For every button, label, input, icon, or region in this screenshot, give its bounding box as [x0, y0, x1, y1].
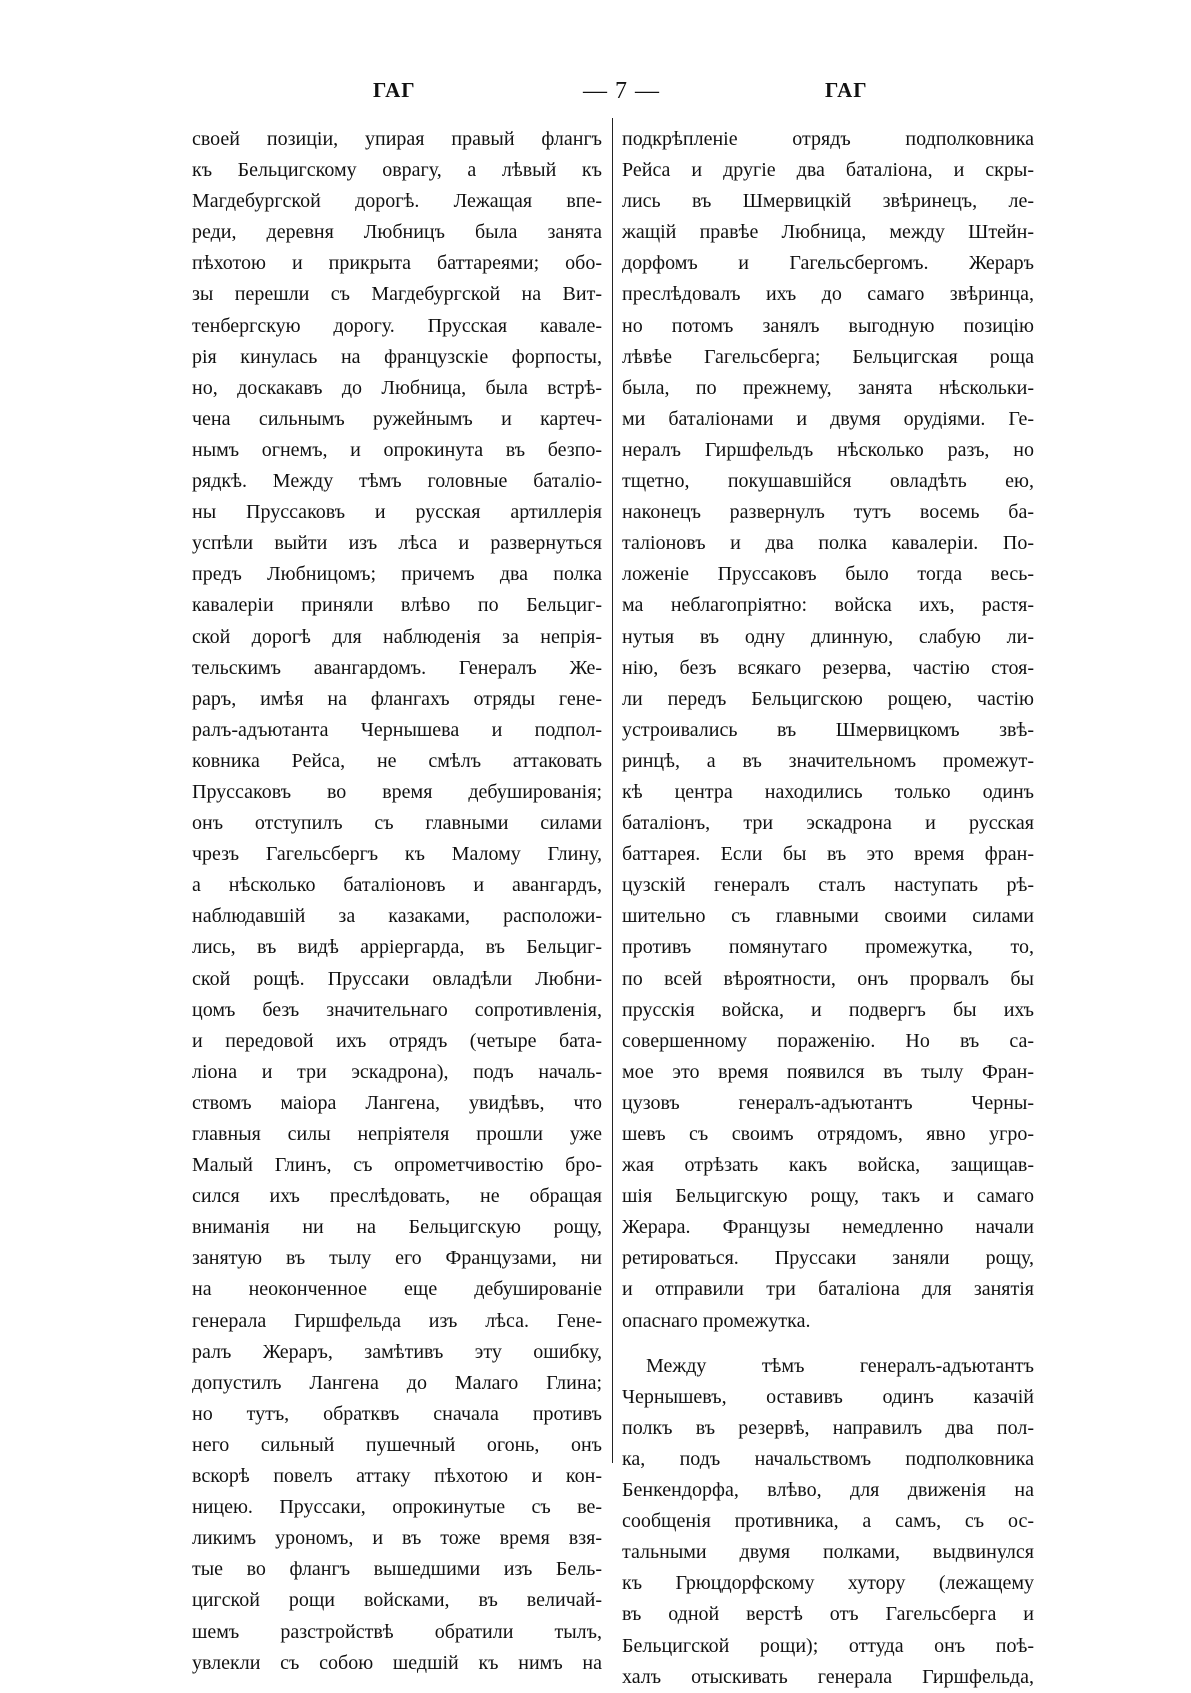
- text-line: допустилъ Лангена до Малаго Глина;: [192, 1371, 602, 1394]
- text-line: цузовъ генералъ-адъютантъ Черны-: [622, 1091, 1034, 1114]
- text-line: дорфомъ и Гагельсбергомъ. Жераръ: [622, 252, 1034, 275]
- text-line: нералъ Гиршфельдъ нѣсколько разъ, но: [622, 438, 1034, 461]
- header-left-word: ГАГ: [373, 78, 416, 102]
- text-line: совершенному пораженію. Но въ са-: [622, 1029, 1034, 1052]
- text-line: опаснаго промежутка.: [622, 1309, 811, 1332]
- right-text-column: [622, 124, 1034, 1693]
- text-line: но, доскакавъ до Любница, была встрѣ-: [192, 376, 602, 399]
- text-line: по всей вѣроятности, онъ прорвалъ бы: [622, 967, 1034, 990]
- text-line: и передовой ихъ отрядъ (четыре бата-: [192, 1029, 602, 1052]
- text-line: баттарея. Если бы въ это время фран-: [622, 843, 1034, 866]
- text-line: лѣвѣе Гагельсберга; Бельцигская роща: [622, 345, 1034, 368]
- text-line: сообщенія противника, а самъ, съ ос-: [622, 1510, 1034, 1533]
- text-line: реди, деревня Любницъ была занята: [192, 221, 602, 244]
- text-line: лись, въ видѣ арріергарда, въ Бельциг-: [192, 936, 602, 959]
- text-line: къ Грюцдорфскому хутору (лежащему: [622, 1572, 1034, 1595]
- text-line: занятую въ тылу его Французами, ни: [192, 1247, 602, 1270]
- text-line: цигской рощи войсками, въ величай-: [192, 1589, 602, 1612]
- text-line: ской дорогѣ для наблюденія за непрія-: [192, 625, 602, 648]
- text-line: и отправили три баталіона для занятія: [622, 1278, 1034, 1301]
- text-line: нутыя въ одну длинную, слабую ли-: [622, 625, 1034, 648]
- text-line: халъ отыскивать генерала Гиршфельда,: [622, 1665, 1034, 1688]
- text-line: Бельцигской рощи); оттуда онъ поѣ-: [622, 1634, 1034, 1657]
- text-line: тельскимъ авангардомъ. Генералъ Же-: [192, 656, 602, 679]
- text-line: лись въ Шмервицкій звѣринецъ, ле-: [622, 190, 1034, 213]
- text-line: Чернышевъ, оставивъ одинъ казачій: [622, 1385, 1034, 1408]
- text-line: ралъ-адъютанта Чернышева и подпол-: [192, 718, 602, 741]
- text-line: цомъ безъ значительнаго сопротивленія,: [192, 998, 602, 1021]
- text-line: Малый Глинъ, съ опрометчивостію бро-: [192, 1154, 602, 1177]
- text-line: на неоконченное еще дебушированіе: [192, 1278, 602, 1301]
- text-line: жая отрѣзать какъ войска, защищав-: [622, 1154, 1034, 1177]
- text-line: кавалеріи приняли влѣво по Бельциг-: [192, 594, 602, 617]
- text-line: но потомъ занялъ выгодную позицію: [622, 314, 1034, 337]
- text-line: ралъ Жераръ, замѣтивъ эту ошибку,: [192, 1340, 602, 1363]
- left-text-column: [192, 124, 602, 1679]
- text-line: мое это время появился въ тылу Фран-: [622, 1060, 1034, 1083]
- paragraph-gap: [622, 1337, 1034, 1351]
- text-line: шемъ разстройствѣ обратили тылъ,: [192, 1620, 602, 1643]
- text-line: Жерара. Французы немедленно начали: [622, 1216, 1034, 1239]
- text-line: предъ Любницомъ; причемъ два полка: [192, 563, 602, 586]
- text-line: вскорѣ повелъ аттаку пѣхотою и кон-: [192, 1465, 602, 1488]
- text-line: а нѣсколько баталіоновъ и авангардъ,: [192, 874, 602, 897]
- text-line: тальными двумя полками, выдвинулся: [622, 1541, 1034, 1564]
- text-line: баталіонъ, три эскадрона и русская: [622, 812, 1034, 835]
- text-line: кѣ центра находились только одинъ: [622, 780, 1034, 803]
- text-line: главныя силы непріятеля прошли уже: [192, 1123, 602, 1145]
- text-line: преслѣдовалъ ихъ до самаго звѣринца,: [622, 283, 1034, 306]
- right-paragraph-1: [622, 124, 1034, 1337]
- text-line: Между тѣмъ генералъ-адъютантъ: [646, 1354, 1034, 1377]
- text-line: ствомъ маіора Лангена, увидѣвъ, что: [192, 1091, 602, 1114]
- text-line: тые во флангъ вышедшими изъ Бель-: [192, 1558, 602, 1581]
- text-line: тенбергскую дорогу. Прусская кавале-: [192, 314, 602, 337]
- text-line: шевъ съ своимъ отрядомъ, явно угро-: [622, 1123, 1034, 1145]
- text-line: нію, безъ всякаго резерва, частію стоя-: [622, 656, 1034, 679]
- text-line: ма неблагопріятно: войска ихъ, растя-: [622, 594, 1034, 617]
- text-line: шія Бельцигскую рощу, такъ и самаго: [622, 1185, 1034, 1208]
- text-line: цузскій генералъ сталъ наступать рѣ-: [622, 874, 1034, 897]
- text-line: противъ помянутаго промежутка, то,: [622, 936, 1034, 959]
- text-line: въ одной верстѣ отъ Гагельсберга и: [622, 1603, 1034, 1626]
- text-line: чрезъ Гагельсбергъ къ Малому Глину,: [192, 843, 602, 866]
- text-line: ретироваться. Пруссаки заняли рощу,: [622, 1247, 1034, 1270]
- text-line: прусскія войска, и подвергъ бы ихъ: [622, 998, 1034, 1021]
- header-right-word: ГАГ: [825, 78, 868, 102]
- text-line: но тутъ, обратквъ сначала противъ: [192, 1402, 602, 1425]
- text-line: тщетно, покушавшійся овладѣть ею,: [622, 470, 1034, 493]
- text-line: Пруссаковъ во время дебушированія;: [192, 780, 602, 803]
- text-line: ка, подъ начальствомъ подполковника: [622, 1447, 1034, 1470]
- text-line: ли передъ Бельцигскою рощею, частію: [622, 687, 1034, 710]
- text-line: полкъ въ резервѣ, направилъ два пол-: [622, 1416, 1034, 1439]
- right-paragraph-2: [622, 1351, 1034, 1693]
- text-line: ницею. Пруссаки, опрокинутые съ ве-: [192, 1496, 602, 1519]
- text-line: Магдебургской дорогѣ. Лежащая впе-: [192, 190, 602, 213]
- text-line: онъ отступилъ съ главными силами: [192, 812, 602, 835]
- text-line: своей позиціи, упирая правый флангъ: [192, 128, 602, 150]
- column-divider: [612, 118, 613, 1463]
- text-line: къ Бельцигскому оврагу, а лѣвый къ: [192, 159, 602, 182]
- text-line: чена сильнымъ ружейнымъ и картеч-: [192, 407, 602, 430]
- text-line: ны Пруссаковъ и русская артиллерія: [192, 501, 602, 524]
- text-line: сился ихъ преслѣдовать, не обращая: [192, 1185, 602, 1208]
- text-line: шительно съ главными своими силами: [622, 905, 1034, 928]
- text-line: Бенкендорфа, влѣво, для движенія на: [622, 1479, 1034, 1502]
- text-line: пѣхотою и прикрыта баттареями; обо-: [192, 252, 602, 275]
- running-header: [0, 78, 1191, 110]
- text-line: успѣли выйти изъ лѣса и развернуться: [192, 532, 602, 555]
- text-line: ской рощѣ. Пруссаки овладѣли Любни-: [192, 967, 602, 990]
- text-line: увлекли съ собою шедшій къ нимъ на: [192, 1651, 602, 1674]
- page-number: — 7 —: [583, 78, 660, 104]
- text-line: наконецъ развернулъ тутъ восемь ба-: [622, 501, 1034, 524]
- text-line: подкрѣпленіе отрядъ подполковника: [622, 128, 1034, 150]
- text-line: генерала Гиршфельда изъ лѣса. Гене-: [192, 1309, 602, 1332]
- text-line: наблюдавшій за казаками, расположи-: [192, 905, 602, 928]
- text-line: рія кинулась на французскіе форпосты,: [192, 345, 602, 368]
- text-line: него сильный пушечный огонь, онъ: [192, 1433, 602, 1456]
- text-line: рядкѣ. Между тѣмъ головные баталіо-: [192, 470, 602, 493]
- text-line: ложеніе Пруссаковъ было тогда весь-: [622, 563, 1034, 586]
- text-line: зы перешли съ Магдебургской на Вит-: [192, 283, 602, 306]
- text-line: ковника Рейса, не смѣлъ аттаковать: [192, 749, 602, 772]
- text-line: вниманія ни на Бельцигскую рощу,: [192, 1216, 602, 1239]
- text-line: ринцѣ, а въ значительномъ промежут-: [622, 749, 1034, 772]
- text-line: раръ, имѣя на флангахъ отряды гене-: [192, 687, 602, 710]
- text-line: ликимъ урономъ, и въ тоже время взя-: [192, 1527, 602, 1550]
- text-line: Рейса и другіе два баталіона, и скры-: [622, 159, 1034, 182]
- text-line: была, по прежнему, занята нѣскольки-: [622, 376, 1034, 399]
- text-line: таліоновъ и два полка кавалеріи. По-: [622, 532, 1034, 555]
- text-line: нымъ огнемъ, и опрокинута въ безпо-: [192, 438, 602, 461]
- text-line: устроивались въ Шмервицкомъ звѣ-: [622, 718, 1034, 741]
- text-line: ми баталіонами и двумя орудіями. Ге-: [622, 407, 1034, 430]
- text-line: ліона и три эскадрона), подъ началь-: [192, 1060, 602, 1083]
- text-line: жащій правѣе Любница, между Штейн-: [622, 221, 1034, 244]
